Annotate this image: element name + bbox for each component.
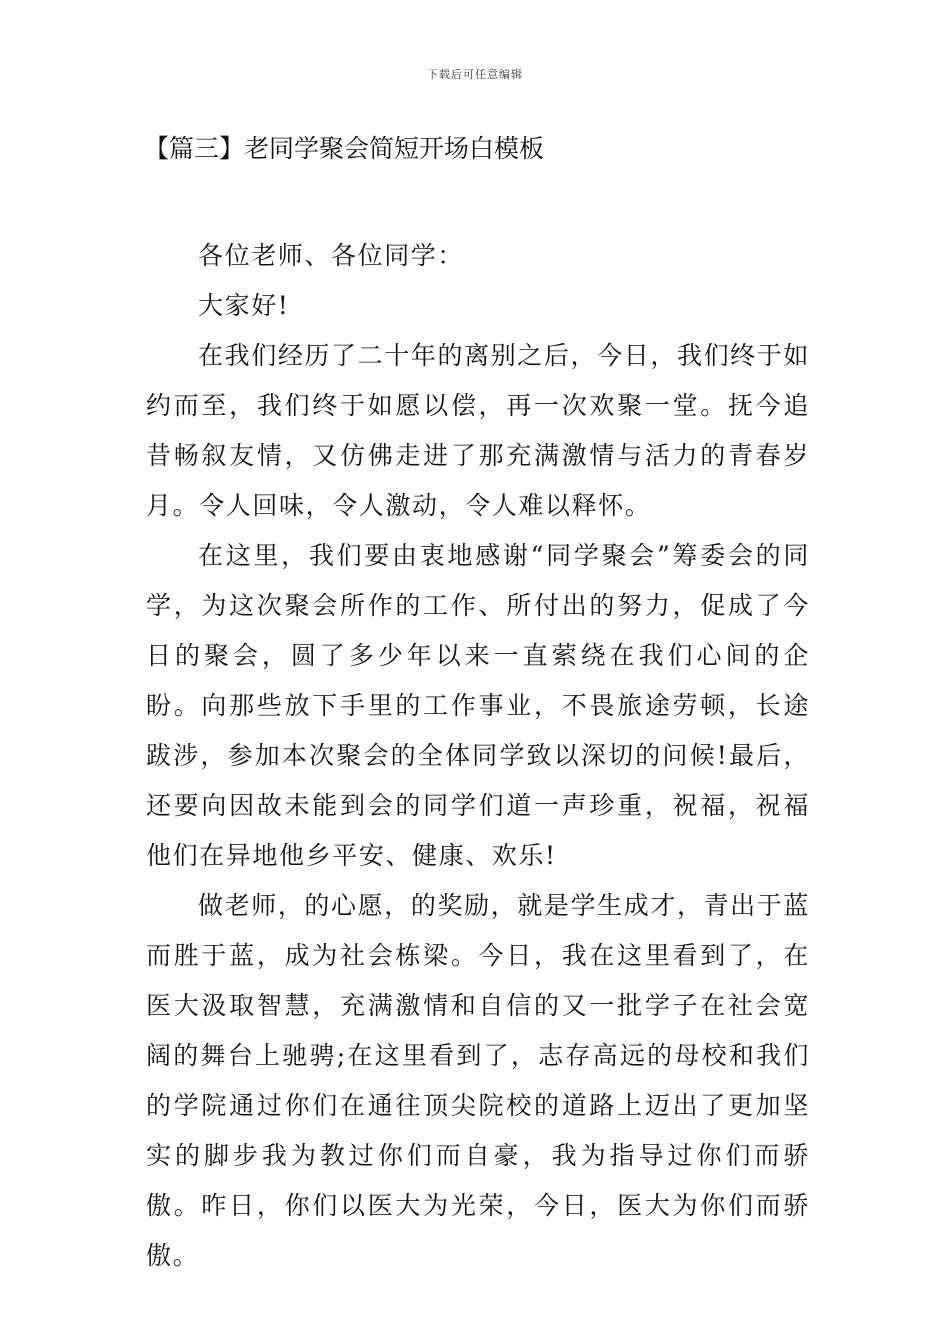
paragraph-greeting: 各位老师、各位同学： bbox=[198, 241, 465, 270]
document-title: 【篇三】老同学聚会简短开场白模板 bbox=[144, 134, 545, 163]
page-header-note: 下载后可任意编辑 bbox=[427, 68, 523, 81]
paragraph-teacher-wish: 做老师，的心愿，的奖励，就是学生成才，青出于蓝而胜于蓝，成为社会栋梁。今日，我在这里看到了，在医大汲取智慧，充满激情和自信的又一批学子在社会宽阔的舞台上驰骋;在这里看到了，志存高远的母校和我们的学院通过你们在通往顶尖院校的道路上迈出了更加坚实的脚步我为教过你们而自豪，我为指导过你们而骄傲。昨日，你们以医大为光荣，今日，医大为你们而骄傲。 bbox=[146, 891, 810, 1270]
document-body bbox=[146, 231, 810, 1281]
paragraph-thanks: 在这里，我们要由衷地感谢“同学聚会”筹委会的同学，为这次聚会所作的工作、所付出的努力，促成了今日的聚会，圆了多少年以来一直萦绕在我们心间的企盼。向那些放下手里的工作事业，不畏旅途劳顿，长途跋涉，参加本次聚会的全体同学致以深切的问候!最后，还要向因故未能到会的同学们道一声珍重，祝福，祝福他们在异地他乡平安、健康、欢乐! bbox=[146, 541, 810, 870]
paragraph-hello: 大家好! bbox=[198, 291, 290, 320]
paragraph-reunion: 在我们经历了二十年的离别之后，今日，我们终于如约而至，我们终于如愿以偿，再一次欢聚一堂。抚今追昔畅叙友情，又仿佛走进了那充满激情与活力的青春岁月。令人回味，令人激动，令人难以释怀。 bbox=[146, 341, 810, 520]
